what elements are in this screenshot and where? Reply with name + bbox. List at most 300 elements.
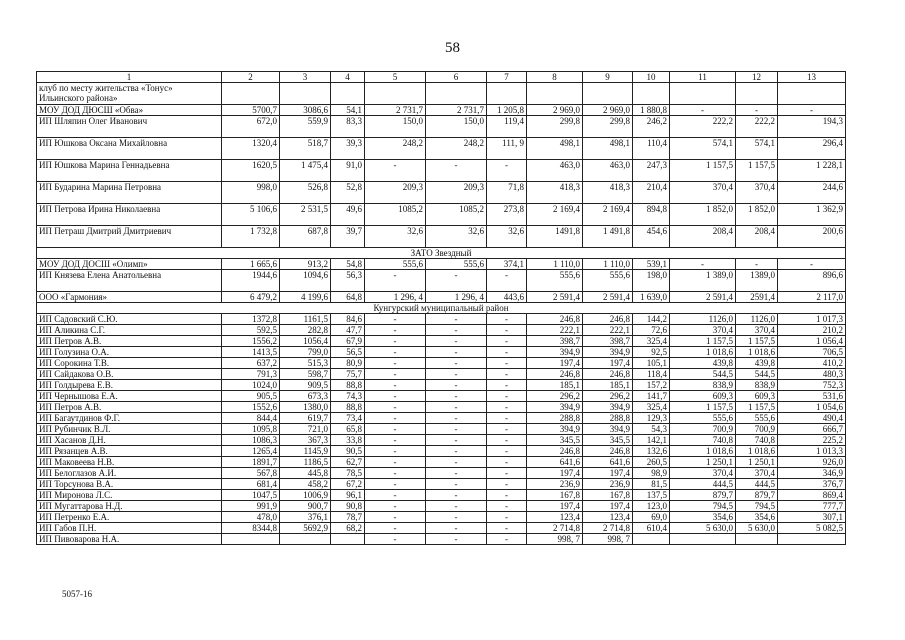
value-cell-col-3: 5692,9 xyxy=(280,523,331,534)
organization-name-cell: ИП Сайдакова О.В. xyxy=(37,369,222,380)
value-cell-col-5: - xyxy=(365,457,426,468)
value-cell-col-2: 1024,0 xyxy=(222,380,280,391)
value-cell-col-7: - xyxy=(487,314,527,325)
value-cell-col-6: - xyxy=(426,523,487,534)
value-cell-col-10: 92,5 xyxy=(633,347,670,358)
value-cell-col-11: 544,5 xyxy=(670,369,736,380)
value-cell-col-4: 68,2 xyxy=(331,523,365,534)
value-cell-col-2: 1552,6 xyxy=(222,402,280,413)
value-cell-col-3: 445,8 xyxy=(280,468,331,479)
value-cell-col-9: 2 969,0 xyxy=(583,105,633,116)
value-cell-col-2: 1944,6 xyxy=(222,270,280,292)
value-cell-col-3: 619,7 xyxy=(280,413,331,424)
value-cell-col-12: 574,1 xyxy=(736,138,778,160)
value-cell-col-11: 444,5 xyxy=(670,479,736,490)
value-cell-col-10: 69,0 xyxy=(633,512,670,523)
value-cell-col-7: 111, 9 xyxy=(487,138,527,160)
value-cell-col-12: 1 157,5 xyxy=(736,336,778,347)
value-cell-col-8: 246,8 xyxy=(527,369,583,380)
organization-name-cell: ИП Багаутдинов Ф.Г. xyxy=(37,413,222,424)
organization-name-cell: ИП Пивоварова Н.А. xyxy=(37,534,222,545)
value-cell-col-13: 376,7 xyxy=(778,479,846,490)
organization-name-cell: ИП Мугаттарова Н.Д. xyxy=(37,501,222,512)
value-cell-col-5: 209,3 xyxy=(365,182,426,204)
value-cell-col-12: 222,2 xyxy=(736,116,778,138)
value-cell-col-5: - xyxy=(365,435,426,446)
value-cell-col-11: 208,4 xyxy=(670,226,736,248)
value-cell-col-6: 1 296, 4 xyxy=(426,292,487,303)
value-cell-col-8: 555,6 xyxy=(527,270,583,292)
value-cell-col-8: 2 714,8 xyxy=(527,523,583,534)
value-cell-col-13: - xyxy=(778,259,846,270)
value-cell-col-6: - xyxy=(426,501,487,512)
value-cell-col-4: 67,9 xyxy=(331,336,365,347)
table-row xyxy=(37,413,846,424)
value-cell-col-9: 1 110,0 xyxy=(583,259,633,270)
value-cell-col-13: 2 117,0 xyxy=(778,292,846,303)
value-cell-col-5: 555,6 xyxy=(365,259,426,270)
value-cell-col-10: 110,4 xyxy=(633,138,670,160)
value-cell-col-9: 1 491,8 xyxy=(583,226,633,248)
value-cell-col-7: 71,8 xyxy=(487,182,527,204)
value-cell-col-12: 740,8 xyxy=(736,435,778,446)
value-cell-col-6: 248,2 xyxy=(426,138,487,160)
value-cell-col-13: 666,7 xyxy=(778,424,846,435)
value-cell-col-6: - xyxy=(426,369,487,380)
value-cell-col-9: 394,9 xyxy=(583,424,633,435)
value-cell-col-11: 370,4 xyxy=(670,325,736,336)
value-cell-col-6: - xyxy=(426,336,487,347)
value-cell-col-13: 752,3 xyxy=(778,380,846,391)
value-cell-col-3: 376,1 xyxy=(280,512,331,523)
value-cell-col-4: 75,7 xyxy=(331,369,365,380)
value-cell-col-3: 1056,4 xyxy=(280,336,331,347)
value-cell-col-11: 2 591,4 xyxy=(670,292,736,303)
value-cell-col-12: 439,8 xyxy=(736,358,778,369)
value-cell-col-9: 299,8 xyxy=(583,116,633,138)
value-cell-col-6: 150,0 xyxy=(426,116,487,138)
value-cell-col-13 xyxy=(778,534,846,545)
value-cell-col-3: 900,7 xyxy=(280,501,331,512)
organization-name-cell: ИП Торсунова В.А. xyxy=(37,479,222,490)
value-cell-col-13: 225,2 xyxy=(778,435,846,446)
value-cell-col-8: 197,4 xyxy=(527,358,583,369)
value-cell-col-9: 167,8 xyxy=(583,490,633,501)
section-label: ЗАТО Звездный xyxy=(37,248,846,259)
value-cell-col-4: 52,8 xyxy=(331,182,365,204)
value-cell-col-10: 247,3 xyxy=(633,160,670,182)
value-cell-col-13: 1 013,3 xyxy=(778,446,846,457)
value-cell-col-10: 198,0 xyxy=(633,270,670,292)
column-header: 11 xyxy=(670,72,736,83)
value-cell-col-13: 5 082,5 xyxy=(778,523,846,534)
table-row xyxy=(37,391,846,402)
value-cell-col-6: - xyxy=(426,490,487,501)
value-cell-col-11 xyxy=(670,83,736,105)
organization-name-cell: ИП Юшкова Оксана Михайловна xyxy=(37,138,222,160)
value-cell-col-3: 1006,9 xyxy=(280,490,331,501)
value-cell-col-12: 444,5 xyxy=(736,479,778,490)
value-cell-col-12: 794,5 xyxy=(736,501,778,512)
value-cell-col-6: - xyxy=(426,347,487,358)
value-cell-col-6: - xyxy=(426,468,487,479)
table-row xyxy=(37,457,846,468)
value-cell-col-3: 1145,9 xyxy=(280,446,331,457)
value-cell-col-2: 1620,5 xyxy=(222,160,280,182)
value-cell-col-5: - xyxy=(365,336,426,347)
value-cell-col-13: 1 362,9 xyxy=(778,204,846,226)
value-cell-col-13: 210,2 xyxy=(778,325,846,336)
value-cell-col-8: 185,1 xyxy=(527,380,583,391)
value-cell-col-7: - xyxy=(487,523,527,534)
value-cell-col-2 xyxy=(222,534,280,545)
value-cell-col-4: 65,8 xyxy=(331,424,365,435)
value-cell-col-7: - xyxy=(487,358,527,369)
value-cell-col-13: 307,1 xyxy=(778,512,846,523)
value-cell-col-10 xyxy=(633,83,670,105)
value-cell-col-7: - xyxy=(487,347,527,358)
value-cell-col-13 xyxy=(778,83,846,105)
value-cell-col-9: 296,2 xyxy=(583,391,633,402)
organization-name-cell: ИП Чернышова Е.А. xyxy=(37,391,222,402)
value-cell-col-11: 1 157,5 xyxy=(670,336,736,347)
value-cell-col-5: - xyxy=(365,446,426,457)
value-cell-col-5: 248,2 xyxy=(365,138,426,160)
value-cell-col-4: 84,6 xyxy=(331,314,365,325)
value-cell-col-13: 194,3 xyxy=(778,116,846,138)
value-cell-col-2: 5 106,6 xyxy=(222,204,280,226)
value-cell-col-9: 197,4 xyxy=(583,501,633,512)
organization-name-cell: ИП Маковеева Н.В. xyxy=(37,457,222,468)
table-row xyxy=(37,402,846,413)
value-cell-col-11: 1 250,1 xyxy=(670,457,736,468)
value-cell-col-5: - xyxy=(365,523,426,534)
value-cell-col-12: 354,6 xyxy=(736,512,778,523)
value-cell-col-2: 1556,2 xyxy=(222,336,280,347)
value-cell-col-9: 555,6 xyxy=(583,270,633,292)
organization-name-cell: ИП Миронова Л.С. xyxy=(37,490,222,501)
value-cell-col-10: 539,1 xyxy=(633,259,670,270)
organization-name-cell: ИП Петров А.В. xyxy=(37,336,222,347)
page-number: 58 xyxy=(445,40,460,56)
value-cell-col-2: 998,0 xyxy=(222,182,280,204)
table-row xyxy=(37,512,846,523)
table-row xyxy=(37,160,846,182)
column-header: 9 xyxy=(583,72,633,83)
value-cell-col-10: 98,9 xyxy=(633,468,670,479)
value-cell-col-11: 1 389,0 xyxy=(670,270,736,292)
value-cell-col-13: 896,6 xyxy=(778,270,846,292)
value-cell-col-7: - xyxy=(487,468,527,479)
value-cell-col-3: 1186,5 xyxy=(280,457,331,468)
value-cell-col-2: 1413,5 xyxy=(222,347,280,358)
column-header: 12 xyxy=(736,72,778,83)
value-cell-col-4: 64,8 xyxy=(331,292,365,303)
value-cell-col-11: - xyxy=(670,105,736,116)
organization-name-cell: ИП Рубинчик В.Л. xyxy=(37,424,222,435)
value-cell-col-3 xyxy=(280,534,331,545)
value-cell-col-7: - xyxy=(487,160,527,182)
value-cell-col-11: 1 018,6 xyxy=(670,446,736,457)
value-cell-col-10: 142,1 xyxy=(633,435,670,446)
value-cell-col-12: 2591,4 xyxy=(736,292,778,303)
value-cell-col-2: 1 665,6 xyxy=(222,259,280,270)
value-cell-col-12: 1 018,6 xyxy=(736,446,778,457)
value-cell-col-8: 463,0 xyxy=(527,160,583,182)
value-cell-col-10: 325,4 xyxy=(633,336,670,347)
value-cell-col-4: 67,2 xyxy=(331,479,365,490)
value-cell-col-9: 246,8 xyxy=(583,314,633,325)
value-cell-col-11: 5 630,0 xyxy=(670,523,736,534)
value-cell-col-7: - xyxy=(487,457,527,468)
value-cell-col-5: - xyxy=(365,501,426,512)
value-cell-col-9: 394,9 xyxy=(583,402,633,413)
value-cell-col-9: 246,8 xyxy=(583,446,633,457)
value-cell-col-7: - xyxy=(487,534,527,545)
value-cell-col-2: 681,4 xyxy=(222,479,280,490)
value-cell-col-8: 1 110,0 xyxy=(527,259,583,270)
value-cell-col-8: 123,4 xyxy=(527,512,583,523)
column-header: 6 xyxy=(426,72,487,83)
value-cell-col-10: 72,6 xyxy=(633,325,670,336)
value-cell-col-9: 2 591,4 xyxy=(583,292,633,303)
value-cell-col-13: 926,0 xyxy=(778,457,846,468)
column-header: 8 xyxy=(527,72,583,83)
value-cell-col-13: 296,4 xyxy=(778,138,846,160)
value-cell-col-3: 2 531,5 xyxy=(280,204,331,226)
table-row xyxy=(37,380,846,391)
value-cell-col-5: - xyxy=(365,468,426,479)
value-cell-col-9: 2 169,4 xyxy=(583,204,633,226)
value-cell-col-3: 526,8 xyxy=(280,182,331,204)
value-cell-col-7: - xyxy=(487,501,527,512)
value-cell-col-8: 167,8 xyxy=(527,490,583,501)
value-cell-col-10: 1 880,8 xyxy=(633,105,670,116)
value-cell-col-6: 209,3 xyxy=(426,182,487,204)
value-cell-col-11: 794,5 xyxy=(670,501,736,512)
value-cell-col-10: 54,3 xyxy=(633,424,670,435)
value-cell-col-3: 673,3 xyxy=(280,391,331,402)
value-cell-col-4: 56,5 xyxy=(331,347,365,358)
value-cell-col-10: 81,5 xyxy=(633,479,670,490)
value-cell-col-8 xyxy=(527,83,583,105)
value-cell-col-12: 1 852,0 xyxy=(736,204,778,226)
value-cell-col-3: 1 475,4 xyxy=(280,160,331,182)
value-cell-col-12: 555,6 xyxy=(736,413,778,424)
value-cell-col-12: 370,4 xyxy=(736,468,778,479)
table-row xyxy=(37,336,846,347)
value-cell-col-13: 706,5 xyxy=(778,347,846,358)
value-cell-col-8: 236,9 xyxy=(527,479,583,490)
table-row xyxy=(37,424,846,435)
value-cell-col-3: 598,7 xyxy=(280,369,331,380)
table-row xyxy=(37,479,846,490)
table-header-row xyxy=(37,72,846,83)
value-cell-col-11: 838,9 xyxy=(670,380,736,391)
value-cell-col-6: - xyxy=(426,270,487,292)
value-cell-col-13: 244,6 xyxy=(778,182,846,204)
value-cell-col-10: 325,4 xyxy=(633,402,670,413)
column-header: 4 xyxy=(331,72,365,83)
value-cell-col-3: 458,2 xyxy=(280,479,331,490)
value-cell-col-2: 1 732,8 xyxy=(222,226,280,248)
value-cell-col-2: 1095,8 xyxy=(222,424,280,435)
value-cell-col-9: 345,5 xyxy=(583,435,633,446)
value-cell-col-13: 490,4 xyxy=(778,413,846,424)
value-cell-col-6: - xyxy=(426,314,487,325)
value-cell-col-9: 197,4 xyxy=(583,358,633,369)
value-cell-col-7: - xyxy=(487,479,527,490)
value-cell-col-13: 410,2 xyxy=(778,358,846,369)
value-cell-col-4: 91,0 xyxy=(331,160,365,182)
value-cell-col-4: 39,3 xyxy=(331,138,365,160)
value-cell-col-8: 418,3 xyxy=(527,182,583,204)
table-row xyxy=(37,523,846,534)
value-cell-col-8: 1491,8 xyxy=(527,226,583,248)
value-cell-col-12: 609,3 xyxy=(736,391,778,402)
value-cell-col-5: - xyxy=(365,424,426,435)
value-cell-col-8: 296,2 xyxy=(527,391,583,402)
value-cell-col-7: 1 205,8 xyxy=(487,105,527,116)
value-cell-col-11: 879,7 xyxy=(670,490,736,501)
value-cell-col-4: 83,3 xyxy=(331,116,365,138)
value-cell-col-5: - xyxy=(365,413,426,424)
value-cell-col-8: 998, 7 xyxy=(527,534,583,545)
data-table-container xyxy=(36,71,846,545)
value-cell-col-8: 394,9 xyxy=(527,347,583,358)
value-cell-col-4: 90,5 xyxy=(331,446,365,457)
table-row xyxy=(37,138,846,160)
value-cell-col-13: 480,3 xyxy=(778,369,846,380)
value-cell-col-5 xyxy=(365,83,426,105)
value-cell-col-2: 905,5 xyxy=(222,391,280,402)
value-cell-col-4: 88,8 xyxy=(331,402,365,413)
organization-name-cell: ИП Бударина Марина Петровна xyxy=(37,182,222,204)
value-cell-col-13: 869,4 xyxy=(778,490,846,501)
value-cell-col-6: - xyxy=(426,479,487,490)
value-cell-col-9: 398,7 xyxy=(583,336,633,347)
value-cell-col-3: 282,8 xyxy=(280,325,331,336)
value-cell-col-2 xyxy=(222,83,280,105)
organization-name-cell: ИП Аликина С.Г. xyxy=(37,325,222,336)
value-cell-col-9: 123,4 xyxy=(583,512,633,523)
table-row xyxy=(37,501,846,512)
value-cell-col-9: 246,8 xyxy=(583,369,633,380)
value-cell-col-10: 454,6 xyxy=(633,226,670,248)
value-cell-col-7: - xyxy=(487,336,527,347)
value-cell-col-2: 567,8 xyxy=(222,468,280,479)
value-cell-col-7: - xyxy=(487,391,527,402)
value-cell-col-12: 700,9 xyxy=(736,424,778,435)
value-cell-col-11: 370,4 xyxy=(670,182,736,204)
value-cell-col-6: - xyxy=(426,391,487,402)
value-cell-col-7: - xyxy=(487,446,527,457)
organization-name-cell: ИП Петраш Дмитрий Дмитриевич xyxy=(37,226,222,248)
value-cell-col-4: 33,8 xyxy=(331,435,365,446)
value-cell-col-13: 1 017,3 xyxy=(778,314,846,325)
value-cell-col-9: 288,8 xyxy=(583,413,633,424)
value-cell-col-5: - xyxy=(365,270,426,292)
value-cell-col-11: 354,6 xyxy=(670,512,736,523)
value-cell-col-13: 1 054,6 xyxy=(778,402,846,413)
table-row xyxy=(37,347,846,358)
value-cell-col-7: - xyxy=(487,369,527,380)
value-cell-col-3: 687,8 xyxy=(280,226,331,248)
value-cell-col-4: 90,8 xyxy=(331,501,365,512)
value-cell-col-3: 799,0 xyxy=(280,347,331,358)
value-cell-col-5: - xyxy=(365,358,426,369)
value-cell-col-4: 54,1 xyxy=(331,105,365,116)
value-cell-col-8: 498,1 xyxy=(527,138,583,160)
value-cell-col-6 xyxy=(426,83,487,105)
value-cell-col-5: - xyxy=(365,402,426,413)
value-cell-col-6: - xyxy=(426,358,487,369)
value-cell-col-11: 1 852,0 xyxy=(670,204,736,226)
value-cell-col-5: 1085,2 xyxy=(365,204,426,226)
value-cell-col-4 xyxy=(331,534,365,545)
value-cell-col-3 xyxy=(280,83,331,105)
value-cell-col-7: 443,6 xyxy=(487,292,527,303)
value-cell-col-4: 73,4 xyxy=(331,413,365,424)
value-cell-col-3: 1161,5 xyxy=(280,314,331,325)
value-cell-col-2: 1891,7 xyxy=(222,457,280,468)
value-cell-col-3: 515,3 xyxy=(280,358,331,369)
value-cell-col-4: 88,8 xyxy=(331,380,365,391)
column-header: 5 xyxy=(365,72,426,83)
table-row xyxy=(37,292,846,303)
value-cell-col-5: 150,0 xyxy=(365,116,426,138)
organization-name-cell: ИП Рязанцев А.В. xyxy=(37,446,222,457)
value-cell-col-12: 5 630,0 xyxy=(736,523,778,534)
value-cell-col-13: 777,7 xyxy=(778,501,846,512)
value-cell-col-10: 144,2 xyxy=(633,314,670,325)
value-cell-col-5: 1 296, 4 xyxy=(365,292,426,303)
value-cell-col-3: 367,3 xyxy=(280,435,331,446)
column-header: 13 xyxy=(778,72,846,83)
value-cell-col-2: 991,9 xyxy=(222,501,280,512)
value-cell-col-5: 32,6 xyxy=(365,226,426,248)
organization-name-cell: ИП Шляпин Олег Иванович xyxy=(37,116,222,138)
table-row xyxy=(37,446,846,457)
value-cell-col-2: 8344,8 xyxy=(222,523,280,534)
value-cell-col-4: 62,7 xyxy=(331,457,365,468)
value-cell-col-12 xyxy=(736,534,778,545)
value-cell-col-10: 210,4 xyxy=(633,182,670,204)
organization-name-cell: клуб по месту жительства «Тонус» Ильинского района» xyxy=(37,83,222,105)
value-cell-col-7: - xyxy=(487,413,527,424)
value-cell-col-3: 3086,6 xyxy=(280,105,331,116)
value-cell-col-12: 208,4 xyxy=(736,226,778,248)
table-row xyxy=(37,534,846,545)
value-cell-col-7: - xyxy=(487,380,527,391)
table-row xyxy=(37,105,846,116)
value-cell-col-7 xyxy=(487,83,527,105)
value-cell-col-9: 641,6 xyxy=(583,457,633,468)
value-cell-col-3: 559,9 xyxy=(280,116,331,138)
organization-name-cell: ИП Габов П.Н. xyxy=(37,523,222,534)
organization-name-cell: ИП Петрова Ирина Николаевна xyxy=(37,204,222,226)
value-cell-col-9: 197,4 xyxy=(583,468,633,479)
value-cell-col-6: 2 731,7 xyxy=(426,105,487,116)
value-cell-col-2: 592,5 xyxy=(222,325,280,336)
value-cell-col-10 xyxy=(633,534,670,545)
value-cell-col-11: 1 157,5 xyxy=(670,402,736,413)
value-cell-col-12: 1 018,6 xyxy=(736,347,778,358)
value-cell-col-8: 299,8 xyxy=(527,116,583,138)
value-cell-col-2: 1372,8 xyxy=(222,314,280,325)
value-cell-col-7: - xyxy=(487,270,527,292)
value-cell-col-8: 288,8 xyxy=(527,413,583,424)
